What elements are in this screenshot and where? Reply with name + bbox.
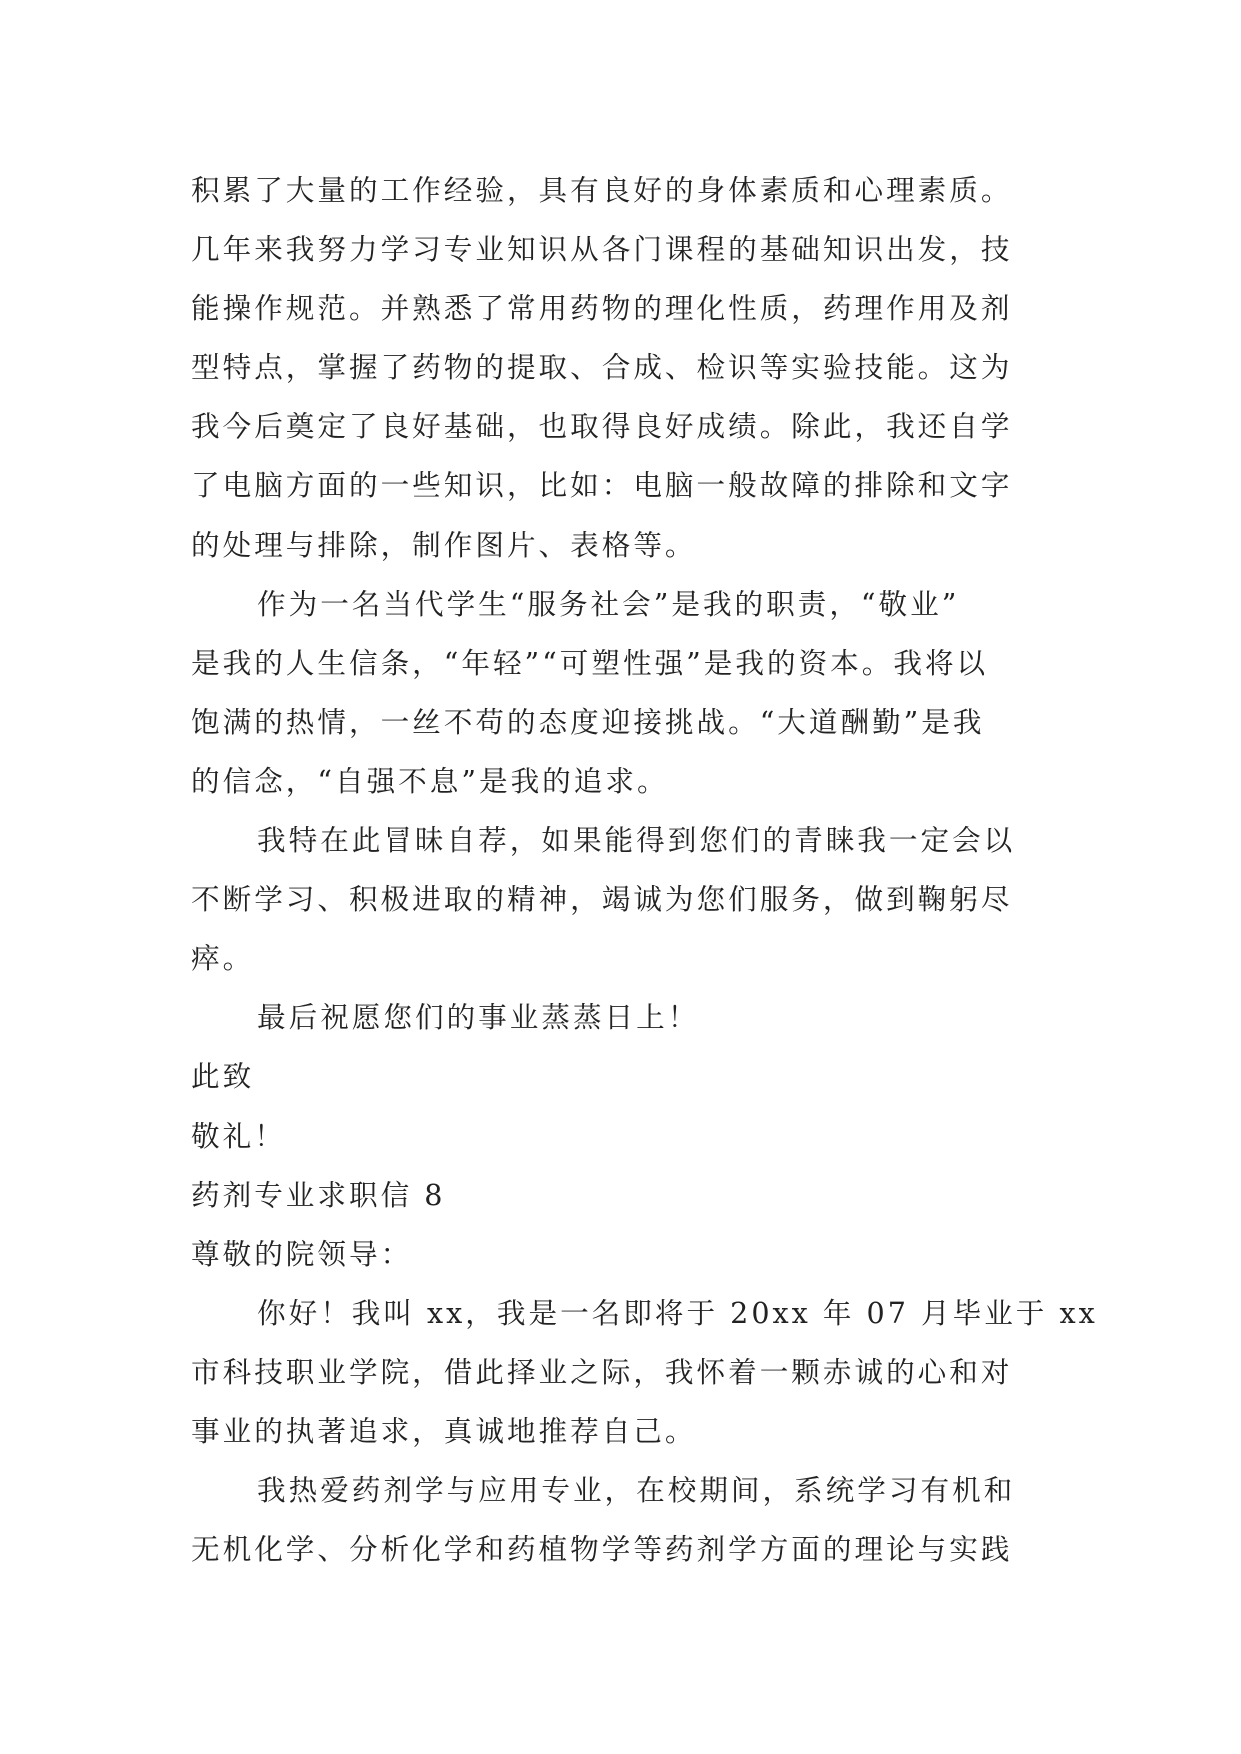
salutation-line: 此致 (191, 1059, 255, 1094)
text-line: 不断学习、积极进取的精神，竭诚为您们服务，做到鞠躬尽 (191, 882, 1013, 917)
salutation-line: 敬礼！ (191, 1118, 286, 1153)
text-line: 瘁。 (191, 941, 255, 976)
text-line: 积累了大量的工作经验，具有良好的身体素质和心理素质。 (191, 173, 1013, 207)
text-line: 是我的人生信条，“年轻”“可塑性强”是我的资本。我将以 (191, 645, 989, 680)
greeting-line: 尊敬的院领导： (191, 1236, 413, 1271)
paragraph-start-line: 我特在此冒昧自荐，如果能得到您们的青睐我一定会以 (257, 823, 1016, 858)
text-line: 事业的执著追求，真诚地推荐自己。 (191, 1413, 697, 1448)
document-body (191, 161, 1098, 1579)
text-line: 能操作规范。并熟悉了常用药物的理化性质，药理作用及剂 (191, 291, 1013, 326)
paragraph-start-line: 你好！我叫 xx，我是一名即将于 20xx 年 07 月毕业于 xx (257, 1295, 1098, 1330)
text-line: 饱满的热情，一丝不苟的态度迎接挑战。“大道酬勤”是我 (191, 704, 985, 739)
closing-wish-line: 最后祝愿您们的事业蒸蒸日上！ (257, 1000, 700, 1035)
text-line: 市科技职业学院，借此择业之际，我怀着一颗赤诚的心和对 (191, 1354, 1013, 1389)
text-line: 的信念，“自强不息”是我的追求。 (191, 763, 669, 798)
paragraph-start-line: 作为一名当代学生“服务社会”是我的职责，“敬业” (257, 586, 960, 621)
text-line: 无机化学、分析化学和药植物学等药剂学方面的理论与实践 (191, 1532, 1013, 1567)
paragraph-start-line: 我热爱药剂学与应用专业，在校期间，系统学习有机和 (257, 1473, 1016, 1508)
text-line: 我今后奠定了良好基础，也取得良好成绩。除此，我还自学 (191, 409, 1013, 444)
text-line: 了电脑方面的一些知识，比如：电脑一般故障的排除和文字 (191, 468, 1013, 503)
section-heading: 药剂专业求职信 8 (191, 1177, 446, 1212)
text-line: 的处理与排除，制作图片、表格等。 (191, 527, 697, 562)
text-line: 几年来我努力学习专业知识从各门课程的基础知识出发，技 (191, 232, 1013, 267)
text-line: 型特点，掌握了药物的提取、合成、检识等实验技能。这为 (191, 350, 1013, 385)
